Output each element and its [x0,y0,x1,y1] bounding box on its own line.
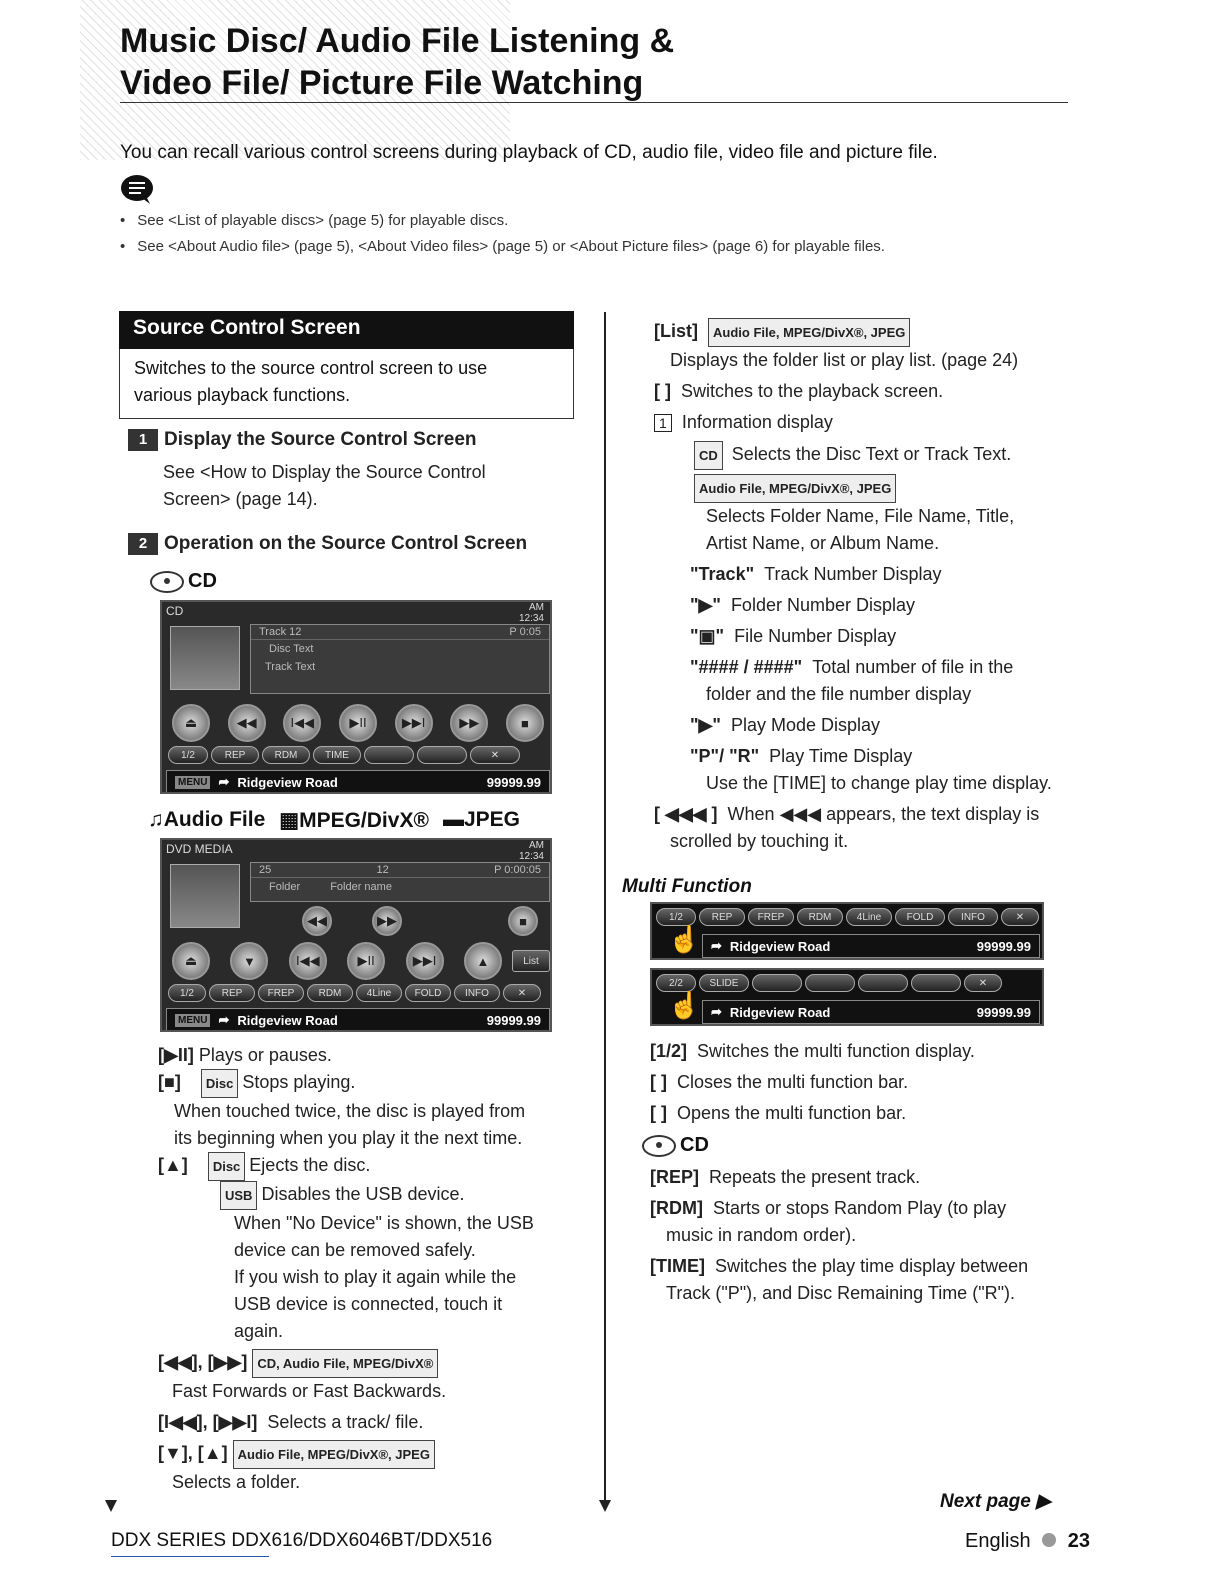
list-item [650,1195,1080,1222]
media-badge: Audio File, MPEG/DivX®, JPEG [708,318,910,347]
media-label-text: Audio File [163,808,266,831]
function-bar [656,908,1040,926]
empty-button[interactable] [364,746,414,764]
note-bullets [120,212,885,264]
list-item [650,1253,1080,1280]
empty-button[interactable] [858,974,908,992]
callout-number: 1 [654,414,672,432]
function-bar [656,974,1040,992]
title-line-2: Video File/ Picture File Watching [120,64,644,102]
cd-logo-label: CD [188,570,217,592]
rdm-button[interactable]: RDM [797,908,843,926]
fast-backward-button[interactable]: ◀◀ [228,704,266,742]
rep-button[interactable]: REP [209,984,255,1002]
item-key: "Track" [690,564,755,584]
road-name: Ridgeview Road [237,774,338,790]
media-label-text: JPEG [463,808,520,831]
disc-icon [642,1135,676,1157]
list-item [158,1349,578,1378]
intro-text: You can recall various control screens during playback of CD, audio file, video file and picture file. [120,142,938,163]
screen-source-label: CD [166,604,184,618]
info-display [250,862,550,902]
item-text: Closes the multi function bar. [677,1072,909,1092]
file-number: 12 [376,864,389,876]
list-item [654,654,1074,681]
right-item-list [654,318,1074,855]
item-text: its beginning when you play it the next time. [174,1128,523,1148]
audio-file-label: ♫Audio File [148,808,266,831]
step-1 [128,426,574,513]
road-name: Ridgeview Road [729,1004,831,1020]
item-text: scrolled by touching it. [670,831,849,851]
item-key: [◀◀], [▶▶] [158,1352,248,1372]
multi-function-bar-1-image [650,902,1044,960]
four-line-button[interactable]: 4Line [356,984,402,1002]
jpeg-label: ▬JPEG [442,808,520,831]
list-item [654,474,1074,503]
item-text: Plays or pauses. [198,1045,332,1065]
album-art [170,626,240,690]
list-item [654,623,1074,650]
step-text: See <How to Display the Source Control [163,462,486,482]
step-2-heading [128,530,574,557]
next-track-button[interactable]: ▶▶I [406,942,444,980]
rdm-button[interactable]: RDM [307,984,353,1002]
close-bar-button[interactable]: ✕ [470,746,520,764]
cd-screen-image [160,600,552,794]
item-key: [ ] [654,381,671,401]
left-item-list [158,1042,578,1496]
close-bar-button[interactable]: ✕ [964,974,1002,992]
turn-arrow-icon: ➦ [218,774,230,789]
folder-next-button[interactable]: ▲ [464,942,502,980]
item-text: music in random order). [666,1225,857,1245]
media-labels [148,808,520,833]
item-key: [I◀◀], [▶▶I] [158,1412,258,1432]
list-item [650,1164,1080,1191]
media-badge: Audio File, MPEG/DivX®, JPEG [694,474,896,503]
usb-badge: USB [220,1181,257,1210]
empty-button[interactable] [805,974,855,992]
empty-button[interactable] [752,974,802,992]
item-text: Selects Folder Name, File Name, Title, [706,506,1015,526]
language-label: English [965,1530,1031,1552]
item-key: [ ◀◀◀ ] [654,804,718,824]
title-rule [120,102,1068,103]
previous-track-button[interactable]: I◀◀ [283,704,321,742]
list-item [158,1440,578,1469]
screen-clock [519,602,544,624]
section-desc-line: Switches to the source control screen to use [134,358,488,378]
item-text: USB device is connected, touch it [234,1294,503,1314]
item-text: Starts or stops Random Play (to play [713,1198,1007,1218]
item-text: Information display [681,412,833,432]
multi-function-bar-2-image [650,968,1044,1026]
step-number: 1 [128,429,158,451]
globe-icon [1042,1533,1056,1547]
empty-button[interactable] [417,746,467,764]
item-text: When ◀◀◀ appears, the text display is [727,804,1040,824]
turn-arrow-icon: ➦ [218,1012,230,1027]
center-continue-arrow [599,1500,611,1512]
folder-number: 25 [259,864,272,876]
item-text: Total number of file in the [812,657,1014,677]
empty-button[interactable] [911,974,961,992]
turn-arrow-icon: ➦ [711,1004,722,1019]
item-key: [■] [158,1072,181,1092]
screen-source-label: DVD MEDIA [166,842,233,856]
section-description [119,349,574,419]
step-text: Screen> (page 14). [163,489,318,509]
footer-language [965,1530,1090,1553]
distance: 99999.99 [976,1004,1031,1020]
cd-logo [150,570,217,593]
item-text: Stops playing. [242,1072,356,1092]
stop-button[interactable]: ■ [506,704,544,742]
fold-button[interactable]: FOLD [895,908,945,926]
list-item [158,1409,578,1436]
clock-time: 12:34 [518,613,544,624]
play-pause-button[interactable]: ▶II [347,942,385,980]
cd-logo-label: CD [680,1134,709,1156]
multi-function-items [650,1038,1080,1127]
turn-arrow-icon: ➦ [711,938,722,953]
list-item [158,1069,578,1098]
list-item [654,441,1074,470]
list-item [654,743,1074,770]
rep-button[interactable]: REP [211,746,259,764]
bullet-item: • See <List of playable discs> (page 5) for playable discs. [120,212,885,238]
list-item [654,378,1074,405]
list-item [654,712,1074,739]
list-item [654,409,1074,437]
item-key: [1/2] [650,1041,688,1061]
distance: 99999.99 [976,938,1031,954]
item-key: [ ] [650,1072,667,1092]
footer-series: DDX SERIES DDX616/DDX6046BT/DDX516 [111,1530,493,1551]
nav-status-bar [166,1008,550,1032]
seek-controls [302,906,402,936]
list-item [650,1038,1080,1065]
folder-down-button[interactable]: ⏏ [172,942,210,980]
item-key: "▣" [690,626,725,646]
multi-function-toggle[interactable]: 1/2 [656,908,696,926]
item-key: "#### / ####" [690,657,803,677]
nav-status-bar [702,934,1040,958]
item-text: Play Mode Display [730,715,880,735]
dvd-media-screen-image [160,838,552,1032]
item-text: When "No Device" is shown, the USB [234,1213,534,1233]
item-key: [List] [654,321,698,341]
menu-button[interactable]: MENU [175,1014,210,1027]
item-key: [▶II] [158,1045,194,1065]
item-key: "▶" [690,715,721,735]
road-name: Ridgeview Road [237,1012,338,1028]
folder-label[interactable]: Folder [269,881,301,893]
section-heading: Source Control Screen [119,311,574,349]
item-text: Selects a folder. [172,1472,301,1492]
list-item [654,318,1074,347]
clock-am: AM [529,602,544,613]
fast-backward-button[interactable]: ◀◀ [302,906,332,936]
page-title [120,20,674,104]
item-text: Repeats the present track. [709,1167,921,1187]
folder-down-button[interactable]: ⏏ [172,704,210,742]
next-track-button[interactable]: ▶▶I [395,704,433,742]
item-text: File Number Display [734,626,897,646]
touch-hand-icon: ☝ [668,990,701,1020]
info-button[interactable]: INFO [948,908,998,926]
disc-badge: Disc [208,1152,245,1181]
list-item [650,1069,1080,1096]
item-text: again. [234,1321,284,1341]
function-bar [168,984,548,1002]
screen-clock [519,840,544,862]
function-bar [168,746,548,764]
cd-logo [642,1134,709,1157]
nav-status-bar [702,1000,1040,1024]
item-key: [▲] [158,1155,188,1175]
road-name: Ridgeview Road [729,938,831,954]
track-number: Track 12 [259,626,302,638]
list-item [654,561,1074,588]
four-line-button[interactable]: 4Line [846,908,892,926]
item-text: Use the [TIME] to change play time display. [706,773,1052,793]
media-badge: Audio File, MPEG/DivX®, JPEG [233,1440,435,1469]
close-bar-button[interactable]: ✕ [503,984,541,1002]
cd-function-items [650,1164,1080,1307]
close-bar-button[interactable]: ✕ [1001,908,1039,926]
list-item [158,1042,578,1069]
touch-hand-icon: ☝ [668,924,701,954]
page-number: 23 [1067,1530,1090,1552]
folder-previous-button[interactable]: ▼ [230,942,268,980]
list-item [158,1181,578,1210]
album-art [170,864,240,928]
play-pause-button[interactable]: ▶II [339,704,377,742]
step-2 [128,530,574,557]
time-button[interactable]: TIME [313,746,361,764]
transport-controls [172,704,544,742]
item-text: device can be removed safely. [234,1240,476,1260]
item-text: Artist Name, or Album Name. [706,533,940,553]
item-text: Fast Forwards or Fast Backwards. [172,1381,447,1401]
left-continue-arrow [105,1500,117,1512]
item-key: [RDM] [650,1198,703,1218]
next-page-link[interactable]: Next page ▶ [940,1491,1051,1512]
cd-badge: CD [694,441,723,470]
previous-track-button[interactable]: I◀◀ [289,942,327,980]
item-key: "P"/ "R" [690,746,760,766]
item-text: Selects the Disc Text or Track Text. [731,444,1012,464]
transport-controls [172,942,502,980]
item-text: Track Number Display [764,564,942,584]
list-item [654,592,1074,619]
fold-button[interactable]: FOLD [405,984,451,1002]
title-line-1: Music Disc/ Audio File Listening & [120,22,675,60]
folder-name[interactable]: Folder name [330,881,392,893]
item-key: [TIME] [650,1256,705,1276]
item-text: Displays the folder list or play list. (page 24) [670,350,1019,370]
list-item [654,801,1074,828]
track-text[interactable]: Track Text [265,661,316,673]
menu-button[interactable]: MENU [175,776,210,789]
list-item [650,1100,1080,1127]
section-desc-line: various playback functions. [134,385,351,405]
item-text: Switches to the playback screen. [681,381,944,401]
clock-time: 12:34 [518,851,544,862]
stop-button[interactable]: ■ [508,906,538,936]
clock-am: AM [529,840,544,851]
frep-button[interactable]: FREP [748,908,794,926]
distance: 99999.99 [486,774,541,790]
info-button[interactable]: INFO [454,984,500,1002]
item-text: Selects a track/ file. [267,1412,424,1432]
item-key: [ ] [650,1103,667,1123]
item-text: Folder Number Display [730,595,915,615]
item-key: [▼], [▲] [158,1443,228,1463]
item-key: [REP] [650,1167,699,1187]
item-text: Switches the play time display between [715,1256,1029,1276]
media-label-text: MPEG/DivX® [299,809,429,832]
column-divider [604,312,606,1502]
play-time: P 0:05 [509,626,541,638]
item-text: Switches the multi function display. [697,1041,975,1061]
item-text: Track ("P"), and Disc Remaining Time ("R"). [666,1283,1015,1303]
item-text: Opens the multi function bar. [677,1103,907,1123]
disc-text[interactable]: Disc Text [269,643,314,655]
footer-rule [111,1556,269,1557]
bullet-item: • See <About Audio file> (page 5), <About Video files> (page 5) or <About Picture files> (page 6) for playable files. [120,238,885,264]
multi-function-label: Multi Function [622,876,752,897]
step-number: 2 [128,533,158,555]
fast-forward-button[interactable]: ▶▶ [372,906,402,936]
note-icon [120,174,154,204]
list-button[interactable]: List [512,950,550,972]
item-text: If you wish to play it again while the [234,1267,517,1287]
multi-function-toggle[interactable]: 1/2 [168,984,206,1002]
slide-button[interactable]: SLIDE [699,974,749,992]
info-display [250,624,550,694]
mpeg-divx-label: ▦MPEG/DivX® [279,809,429,832]
disc-icon [150,571,184,593]
item-text: Play Time Display [769,746,913,766]
item-text: When touched twice, the disc is played from [174,1101,526,1121]
frep-button[interactable]: FREP [258,984,304,1002]
list-item [158,1152,578,1181]
item-text: Ejects the disc. [249,1155,371,1175]
disc-badge: Disc [201,1069,238,1098]
fast-forward-button[interactable]: ▶▶ [450,704,488,742]
media-badge: CD, Audio File, MPEG/DivX® [252,1349,438,1378]
rdm-button[interactable]: RDM [262,746,310,764]
multi-function-toggle[interactable]: 2/2 [656,974,696,992]
distance: 99999.99 [486,1012,541,1028]
item-text: folder and the file number display [706,684,972,704]
step-title: Display the Source Control Screen [164,429,477,450]
play-time: P 0:00:05 [494,864,541,876]
multi-function-toggle[interactable]: 1/2 [168,746,208,764]
rep-button[interactable]: REP [699,908,745,926]
item-key: "▶" [690,595,721,615]
step-title: Operation on the Source Control Screen [164,533,528,554]
step-1-heading [128,426,574,453]
nav-status-bar [166,770,550,794]
item-text: Disables the USB device. [261,1184,465,1204]
